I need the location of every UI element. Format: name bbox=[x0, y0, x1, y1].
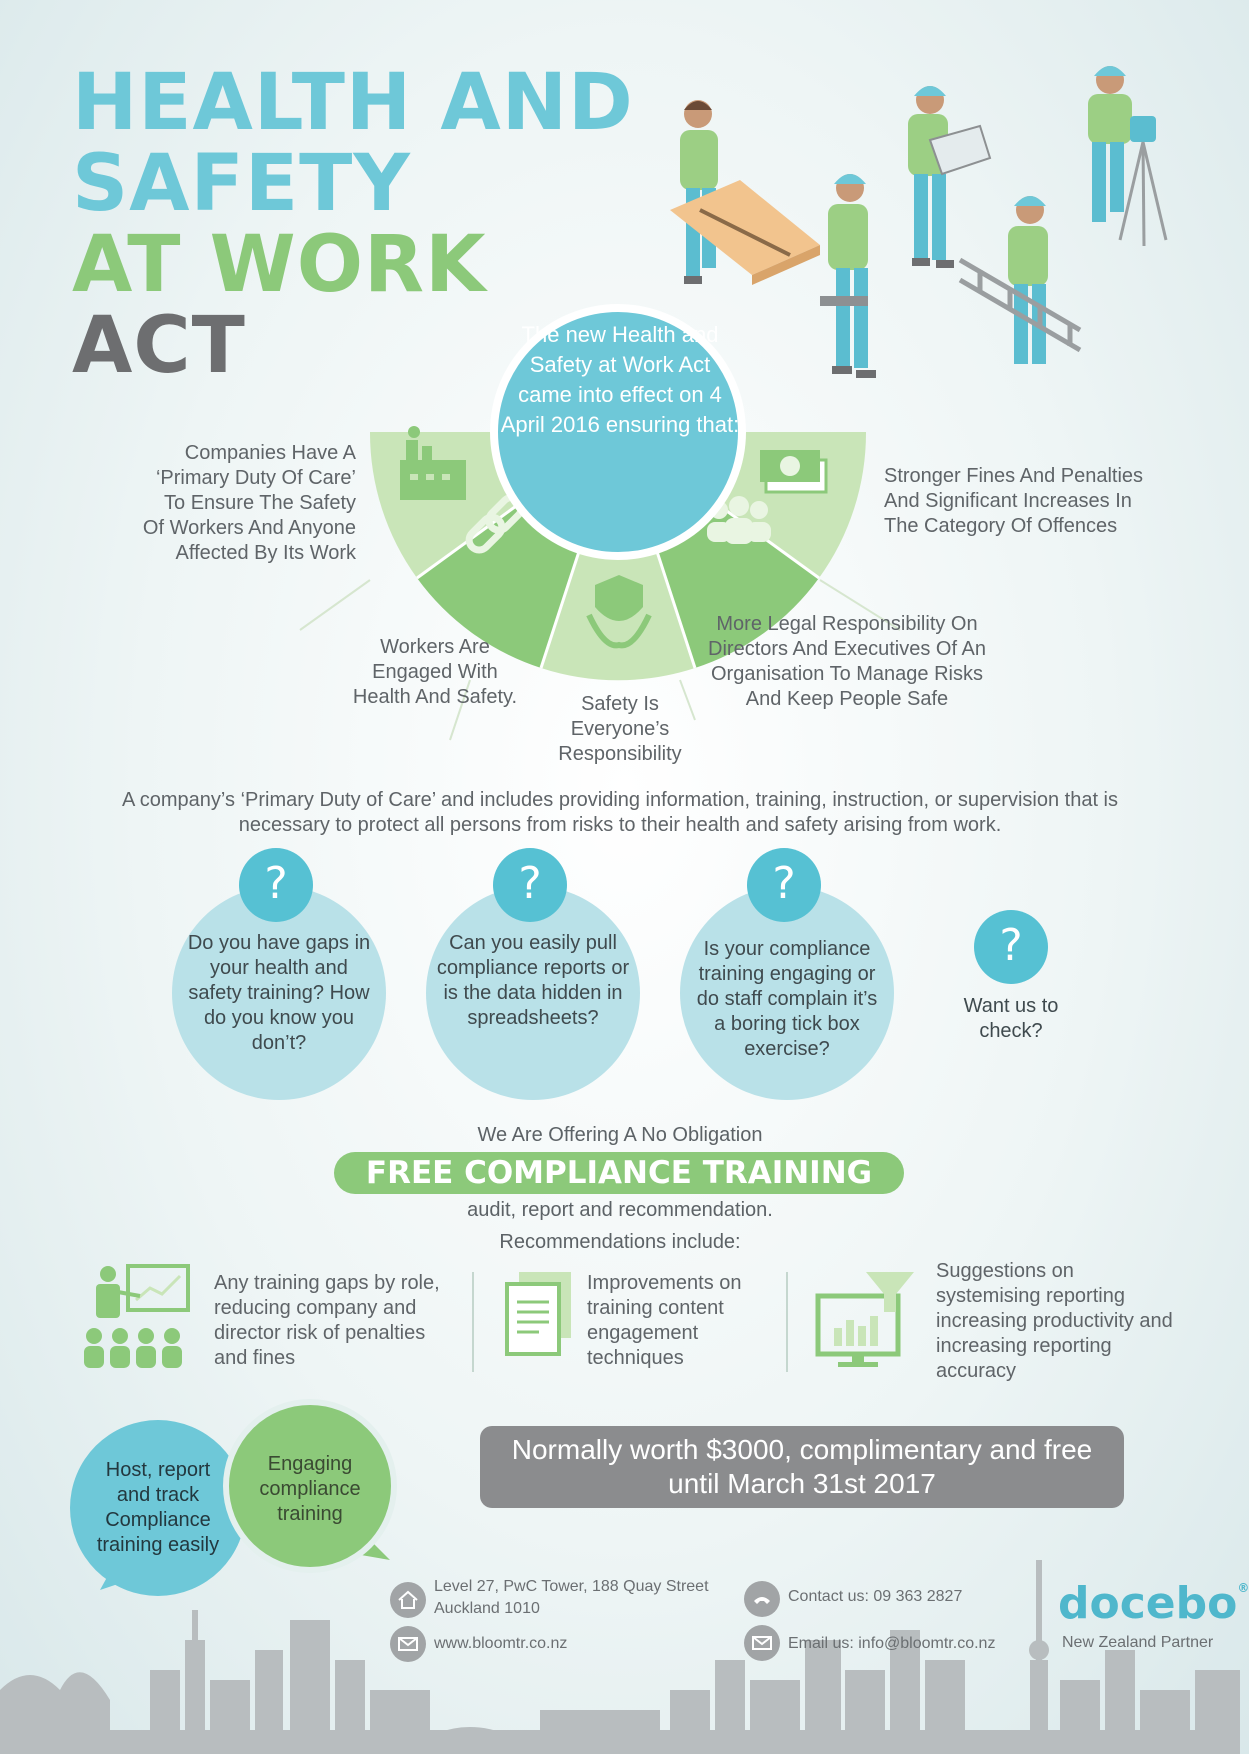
speech-bubble-blue-text: Host, report and track Compliance training easily bbox=[96, 1459, 220, 1556]
offer-intro: We Are Offering A No Obligation bbox=[477, 1124, 763, 1146]
price-text: Normally worth $3000, complimentary and free until March 31st 2017 bbox=[511, 1434, 1093, 1499]
label-workers-engaged: Workers Are Engaged With Health And Safety. bbox=[352, 636, 518, 708]
offer-sub: audit, report and recommendation. bbox=[467, 1199, 773, 1221]
contact-phone[interactable]: Contact us: 09 363 2827 bbox=[788, 1588, 963, 1605]
label-primary-duty: Companies Have A ‘Primary Duty Of Care’ To Ensure The Safety Of Workers And Anyone Affected By Its Work bbox=[142, 442, 356, 564]
phone-icon bbox=[744, 1581, 780, 1617]
home-icon bbox=[390, 1582, 426, 1618]
free-training-banner: FREE COMPLIANCE TRAINING bbox=[334, 1152, 904, 1194]
title-line-1: HEALTH AND bbox=[72, 58, 634, 148]
question-text-3: Is your compliance training engaging or do staff complain it’s a boring tick box exercise? bbox=[696, 938, 878, 1060]
mail-icon bbox=[390, 1626, 426, 1662]
center-statement: The new Health and Safety at Work Act came into effect on 4 April 2016 ensuring that: bbox=[500, 322, 740, 437]
question-text-4: Want us to check? bbox=[963, 995, 1059, 1042]
question-text-2: Can you easily pull compliance reports or is the data hidden in spreadsheets? bbox=[436, 932, 630, 1029]
recommendation-3: Suggestions on systemising reporting increasing productivity and increasing reporting accuracy bbox=[936, 1260, 1173, 1382]
recommendation-2: Improvements on training content engagement techniques bbox=[587, 1272, 742, 1369]
partner-label: New Zealand Partner bbox=[1062, 1634, 1214, 1651]
monitor-funnel-chart-icon bbox=[814, 1272, 918, 1370]
label-everyones-responsibility: Safety Is Everyone’s Responsibility bbox=[558, 693, 682, 765]
label-directors: More Legal Responsibility On Directors And Executives Of An Organisation To Manage Risks And Keep People Safe bbox=[708, 613, 986, 710]
recommendation-1: Any training gaps by role, reducing company and director risk of penalties and fines bbox=[214, 1272, 440, 1369]
recommendations-heading: Recommendations include: bbox=[499, 1231, 741, 1253]
contact-website[interactable]: www.bloomtr.co.nz bbox=[434, 1635, 568, 1652]
price-box bbox=[480, 1426, 1124, 1508]
docebo-logo: docebo® bbox=[1058, 1578, 1249, 1629]
divider bbox=[786, 1272, 788, 1372]
speech-bubble-green-text: Engaging compliance training bbox=[259, 1453, 361, 1525]
presentation-audience-icon bbox=[84, 1266, 190, 1370]
question-mark-icon: ? bbox=[747, 848, 821, 922]
city-skyline-illustration bbox=[0, 1540, 1240, 1754]
contact-address: Level 27, PwC Tower, 188 Quay Street Auckland 1010 bbox=[434, 1578, 709, 1617]
question-mark-icon: ? bbox=[239, 848, 313, 922]
question-mark-icon: ? bbox=[493, 848, 567, 922]
title-line-4: ACT bbox=[72, 301, 246, 391]
mail-icon bbox=[744, 1625, 780, 1661]
title-line-3: AT WORK bbox=[72, 220, 487, 310]
question-mark-icon: ? bbox=[974, 910, 1048, 984]
worker-with-plans-icon bbox=[908, 86, 990, 268]
divider bbox=[472, 1272, 474, 1372]
documents-icon bbox=[505, 1272, 575, 1360]
question-text-1: Do you have gaps in your health and safety training? How do you know you don’t? bbox=[187, 932, 371, 1054]
label-fines: Stronger Fines And Penalties And Significant Increases In The Category Of Offences bbox=[884, 465, 1144, 537]
money-bills-icon bbox=[760, 450, 826, 492]
worker-with-ladder-icon bbox=[960, 196, 1080, 364]
title-line-2: SAFETY bbox=[72, 139, 411, 229]
duty-of-care-paragraph: A company’s ‘Primary Duty of Care’ and includes providing information, training, instruction, or supervision that is necessary to protect all persons from risks to their health and safety arising from work. bbox=[121, 789, 1118, 836]
surveyor-worker-icon bbox=[1088, 66, 1166, 246]
contact-email[interactable]: Email us: info@bloomtr.co.nz bbox=[788, 1635, 996, 1652]
